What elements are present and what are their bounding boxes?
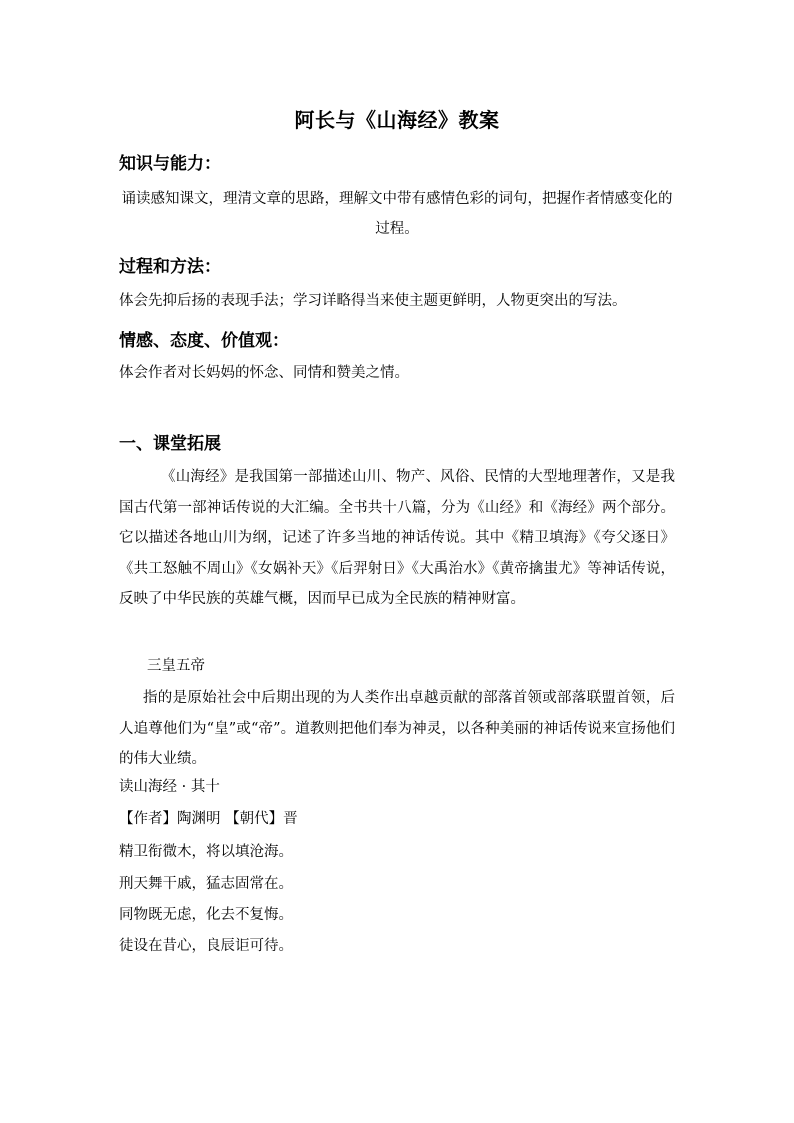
heading-emotion-values: 情感、态度、价值观： (119, 331, 289, 351)
subheading-three-sovereigns: 三皇五帝 (147, 658, 205, 674)
poem-line: 精卫衔微木，将以填沧海。 (119, 844, 293, 860)
document-title: 阿长与《山海经》教案 (294, 108, 500, 132)
text-process-method: 体会先抑后扬的表现手法；学习详略得当来使主题更鲜明，人物更突出的写法。 (119, 293, 627, 309)
heading-knowledge-ability: 知识与能力： (119, 154, 221, 174)
heading-process-method: 过程和方法： (119, 257, 221, 277)
poem-author-dynasty: 【作者】陶渊明 【朝代】晋 (119, 811, 298, 827)
text-knowledge-ability: 诵读感知课文，理清文章的思路，理解文中带有感情色彩的词句，把握作者情感变化的过程。 (121, 191, 673, 237)
poem-line: 徒设在昔心，良辰讵可待。 (119, 938, 293, 954)
paragraph-three-sovereigns: 指的是原始社会中后期出现的为人类作出卓越贡献的部落首领或部落联盟首领，后人追尊他们为“皇”或“帝”。道教则把他们奉为神灵，以各种美丽的神话传说来宣扬他们的伟大业绩。 (119, 690, 675, 767)
poem-line: 刑天舞干戚，猛志固常在。 (119, 876, 293, 892)
text-emotion-values: 体会作者对长妈妈的怀念、同情和赞美之情。 (119, 365, 409, 381)
poem-title: 读山海经 · 其十 (119, 779, 220, 795)
poem-line: 同物既无虑，化去不复悔。 (119, 907, 293, 923)
section-heading-classroom-extension: 一、课堂拓展 (119, 434, 221, 454)
paragraph-shanhaijing-intro: 《山海经》是我国第一部描述山川、物产、风俗、民情的大型地理著作，又是我国古代第一部神话传说的大汇编。全书共十八篇，分为《山经》和《海经》两个部分。它以描述各地山川为纲，记述了许多当地的神话传说。其中《精卫填海》《夸父逐日》《共工怒触不周山》《女娲补天》《后羿射日》《大禹治水》《黄帝擒蚩尤》等神话传说，反映了中华民族的英雄气概，因而早已成为全民族的精神财富。 (119, 469, 675, 607)
